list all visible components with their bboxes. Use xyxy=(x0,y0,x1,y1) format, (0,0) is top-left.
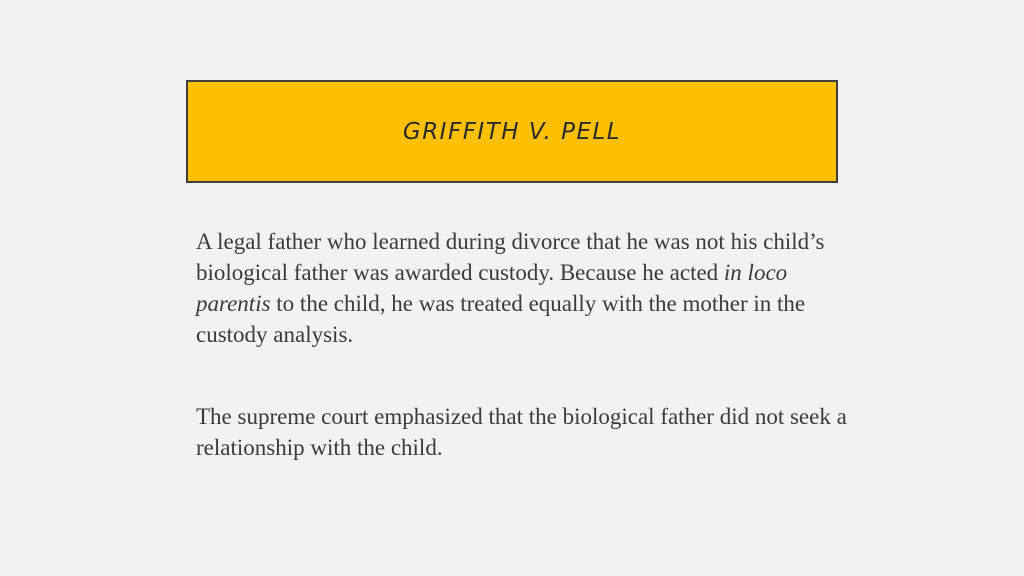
paragraph-1-text-start: A legal father who learned during divorce that he was not his child’s biological father was awarded custody. Because he acted xyxy=(196,229,825,285)
paragraph-1-latin-term: in loco parentis xyxy=(196,260,788,316)
paragraph-1-text-end: to the child, he was treated equally with the mother in the custody analysis. xyxy=(196,291,806,347)
title-banner xyxy=(186,80,838,183)
body-paragraph-1 xyxy=(196,226,856,350)
body-paragraph-2: The supreme court emphasized that the biological father did not seek a relationship with the child. xyxy=(196,404,847,460)
slide-title: GRIFFITH V. PELL xyxy=(402,118,622,145)
